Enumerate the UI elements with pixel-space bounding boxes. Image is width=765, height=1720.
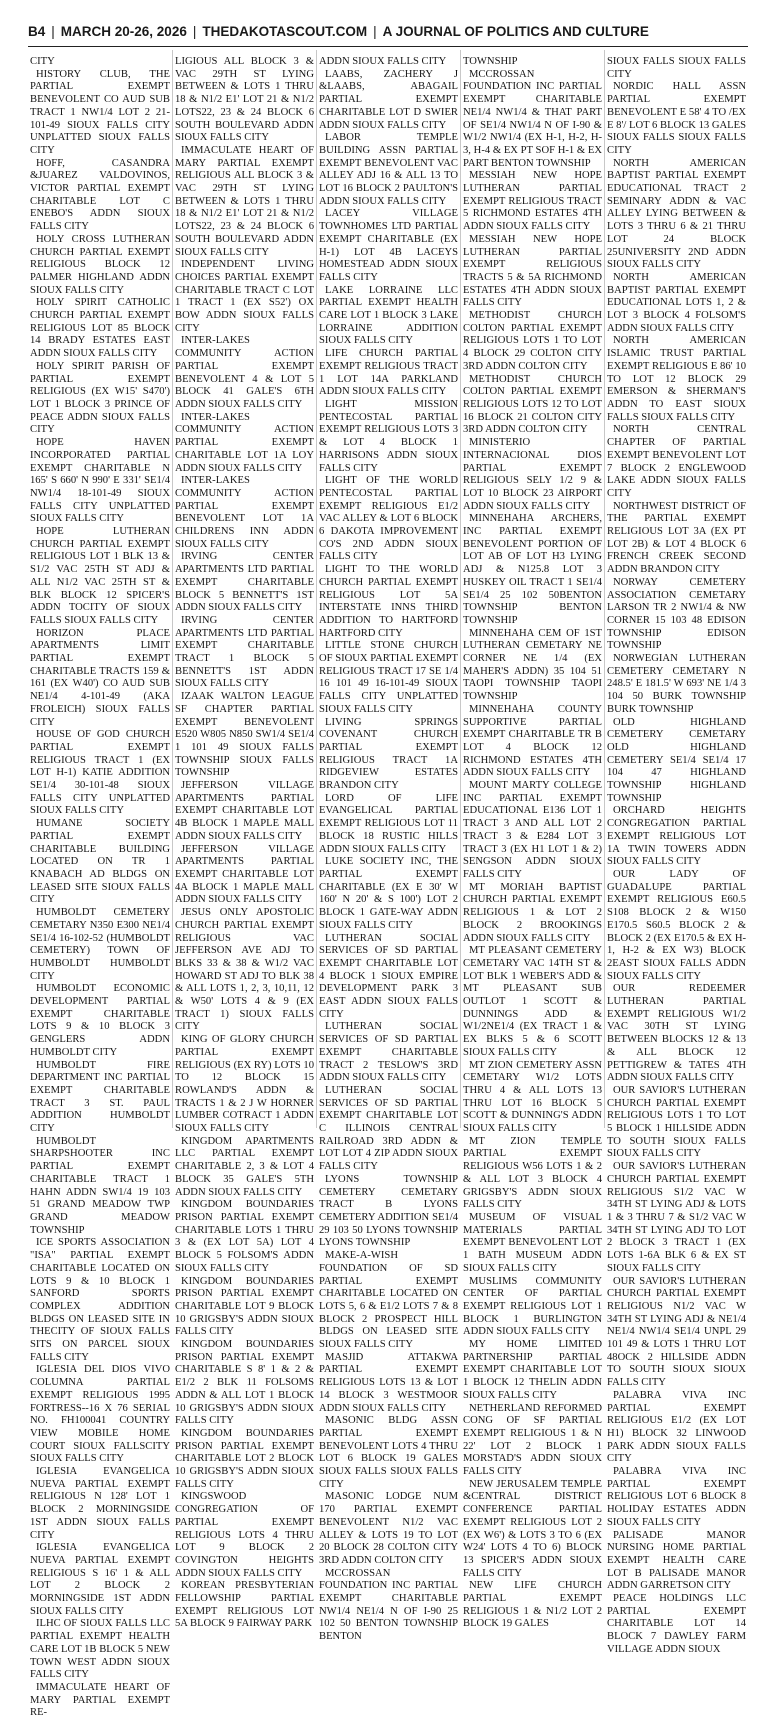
listing-entry: NORTH AMERICAN BAPTIST PARTIAL EXEMPT EDUCATIONAL TRACT 2 SEMINARY ADDN & VAC ALLEY LYING BETWEEN & LOTS 3 THRU 6 & 21 THRU LOT 24 BLOCK 25UNIVERSITY 2ND ADDN SIOUX FALLS CITY (607, 157, 746, 271)
listing-entry: MINISTERIO INTERNACIONAL DIOS PARTIAL EXEMPT RELIGIOUS SELY 1/2 9 & LOT 10 BLOCK 23 AIRPORT ADDN SIOUX FALLS CITY (463, 437, 602, 512)
column-2 (172, 50, 316, 1630)
listing-entry: HOLY SPIRIT CATHOLIC CHURCH PARTIAL EXEMPT RELIGIOUS LOT 85 BLOCK 14 BRADY ESTATES EAST ADDN SIOUX FALLS CITY (30, 297, 170, 360)
listing-entry: MT MORIAH BAPTIST CHURCH PARTIAL EXEMPT RELIGIOUS 1 & LOT 2 BLOCK 2 BROOKINGS ADDN SIOUX FALLS CITY (463, 881, 602, 944)
page-header (28, 24, 748, 42)
listing-entry: NEW LIFE CHURCH PARTIAL EXEMPT RELIGIOUS 1 & N1/2 LOT 2 BLOCK 19 GALES (463, 1580, 602, 1630)
listing-entry: MT PLEASANT CEMETERY CEMETARY VAC 14TH ST & LOT BLK 1 WEBER'S ADD & MT PLEASANT SUB OUTLOT 1 SCOTT & DUNNINGS ADD & W1/2NE1/4 (EX TRACT 1 & EX BLKS 5 & 6 SCOTT SIOUX FALLS CITY (463, 945, 602, 1058)
listing-entry: HOPE HAVEN INCORPORATED PARTIAL EXEMPT CHARITABLE N 165' S 660' N 990' E 331' SE1/4 NW1/4 18-101-49 SIOUX FALLS CITY UNPLATTED SIOUX FALLS CITY (30, 437, 170, 525)
listing-entry: NORWEGIAN LUTHERAN CEMETERY CEMETARY N 248.5' E 181.5' W 693' NE 1/4 3 104 50 BURK TOWNSHIP BURK TOWNSHIP (607, 653, 746, 715)
listing-entry: INTER-LAKES COMMUNITY ACTION PARTIAL EXEMPT BENEVOLENT LOT 1A CHILDRENS INN ADDN SIOUX FALLS CITY (175, 475, 314, 550)
listing-entry: HOFF, CASANDRA &JUAREZ VALDOVINOS, VICTOR PARTIAL EXEMPT CHARITABLE LOT C ENEBO'S ADDN SIOUX FALLS CITY (30, 157, 170, 233)
listing-entry: LUTHERAN SOCIAL SERVICES OF SD PARTIAL EXEMPT CHARITABLE LOT C ILLINOIS CENTRAL RAILROAD 3RD ADDN & LOT LOT 4 ZIP ADDN SIOUX FALLS CITY (319, 1084, 458, 1173)
header-separator: | (51, 24, 55, 39)
page-number: B4 (28, 24, 46, 39)
listing-entry: OUR SAVIOR'S LUTHERAN CHURCH PARTIAL EXEMPT RELIGIOUS S1/2 VAC W 34TH ST LYING ADJ & LOTS 1 & 3 THRU 7 & S1/2 VAC W 34TH ST LYING ADJ TO LOT 2 BLOCK 3 TRACT 1 (EX LOTS 1-6A BLK 6 & EX ST SIOUX FALLS CITY (607, 1161, 746, 1274)
listing-entry: NORWAY CEMETERY ASSOCIATION CEMETARY LARSON TR 2 NW1/4 & NW CORNER 15 103 48 EDISON TOWNSHIP EDISON TOWNSHIP (607, 576, 746, 652)
listing-entry: LORD OF LIFE EVANGELICAL PARTIAL EXEMPT RELIGIOUS LOT 11 BLOCK 18 RUSTIC HILLS ADDN SIOUX FALLS CITY (319, 792, 458, 855)
listing-entry: LIVING SPRINGS COVENANT CHURCH PARTIAL EXEMPT RELIGIOUS TRACT 1A RIDGEVIEW ESTATES BRANDON CITY (319, 716, 458, 792)
listing-entry: LAABS, ZACHERY J &LAABS, ABAGAIL PARTIAL EXEMPT CHARITABLE LOT D SWIER ADDN SIOUX FALLS CITY (319, 68, 458, 131)
site-name: THEDAKOTASCOUT.COM (202, 24, 368, 39)
listing-entry: HORIZON PLACE APARTMENTS LIMIT PARTIAL EXEMPT CHARITABLE TRACTS 159 & 161 (EX W40') CO AUD SUB NE1/4 4-101-49 (AKA FROLEICH) SIOUX FALLS CITY (30, 627, 170, 728)
listing-entry: OUR SAVIOR'S LUTHERAN CHURCH PARTIAL EXEMPT RELIGIOUS N1/2 VAC W 34TH ST LYING ADJ & NE1/4 NE1/4 NW1/4 SE1/4 UNPL 29 101 49 & LOTS 1 THRU LOT 48OCK 2 HILLSIDE ADDN TO SOUTH SIOUX SIOUX FALLS CITY (607, 1275, 746, 1389)
listing-entry: LACEY VILLAGE TOWNHOMES LTD PARTIAL EXEMPT CHARITABLE (EX H-1) LOT 4B LACEYS HOMESTEAD ADDN SIOUX FALLS CITY (319, 208, 458, 283)
listing-entry: ORCHARD HEIGHTS CONGREGATION PARTIAL EXEMPT RELIGIOUS LOT 1A TWIN TOWERS ADDN SIOUX FALLS CITY (607, 805, 746, 868)
header-separator: | (192, 24, 197, 39)
listing-entry: HUMANE SOCIETY PARTIAL EXEMPT CHARITABLE BUILDING LOCATED ON TR 1 KNABACH AD BLDGS ON LEASED SITE SIOUX FALLS CITY (30, 818, 170, 906)
listing-entry: KING OF GLORY CHURCH PARTIAL EXEMPT RELIGIOUS (EX RY) LOTS 10 TO 12 BLOCK 15 ROWLAND'S ADDN & TRACTS 1 & 2 J W HORNER LUMBER COTRACT 1 ADDN SIOUX FALLS CITY (175, 1034, 314, 1135)
listing-entry: IGLESIA EVANGELICA NUEVA PARTIAL EXEMPT RELIGIOUS N 128' LOT 1 BLOCK 2 MORNINGSIDE 1ST ADDN SIOUX FALLS CITY (30, 1466, 170, 1541)
listing-entry: KINGDOM APARTMENTS LLC PARTIAL EXEMPT CHARITABLE 2, 3 & LOT 4 BLOCK 35 GALE'S 5TH ADDN SIOUX FALLS CITY (175, 1135, 314, 1198)
text-columns (28, 50, 749, 1719)
listing-entry: HUMBOLDT ECONOMIC DEVELOPMENT PARTIAL EXEMPT CHARITABLE LOTS 9 & 10 BLOCK 3 GENGLERS ADDN HUMBOLDT CITY (30, 983, 170, 1058)
listing-entry: IGLESIA EVANGELICA NUEVA PARTIAL EXEMPT RELIGIOUS S 16' 1 & ALL LOT 2 BLOCK 2 MORNINGSIDE 1ST ADDN SIOUX FALLS CITY (30, 1542, 170, 1617)
listing-entry: HUMBOLDT SHARPSHOOTER INC PARTIAL EXEMPT CHARITABLE TRACT 1 HAHN ADDN SW1/4 19 103 51 GRAND MEADOW TWP GRAND MEADOW TOWNSHIP (30, 1135, 170, 1236)
listing-entry: LIGHT MISSION PENTECOSTAL PARTIAL EXEMPT RELIGIOUS LOTS 3 & LOT 4 BLOCK 1 HARRISONS ADDN SIOUX FALLS CITY (319, 398, 458, 474)
listing-entry: METHODIST CHURCH COLTON PARTIAL EXEMPT RELIGIOUS LOTS 1 TO LOT 4 BLOCK 29 COLTON CITY 3RD ADDN COLTON CITY (463, 310, 602, 372)
listing-entry: SIOUX FALLS SIOUX FALLS CITY (607, 56, 746, 80)
listing-entry: IZAAK WALTON LEAGUE SF CHAPTER PARTIAL EXEMPT BENEVOLENT E520 W805 N850 SW1/4 SE1/4 1 101 49 SIOUX FALLS TOWNSHIP SIOUX FALLS TOWNSHIP (175, 691, 314, 779)
listing-entry: IRVING CENTER APARTMENTS LTD PARTIAL EXEMPT CHARITABLE TRACT 1 BLOCK 5 BENNETT'S 1ST ADDN SIOUX FALLS CITY (175, 614, 314, 690)
listing-entry: LYONS TOWNSHIP CEMETERY CEMETARY TRACT B LYONS CEMETERY ADDITION SE1/4 29 103 50 LYONS TOWNSHIP LYONS TOWNSHIP (319, 1173, 458, 1249)
listing-entry: PALABRA VIVA INC PARTIAL EXEMPT RELIGIOUS E1/2 (EX LOT H1) BLOCK 32 LINWOOD PARK ADDN SIOUX FALLS CITY (607, 1389, 746, 1465)
listing-entry: LIGHT OF THE WORLD PENTECOSTAL PARTIAL EXEMPT RELIGIOUS E1/2 VAC ALLEY & LOT 6 BLOCK 6 DAKOTA IMPROVEMENT CO'S 2ND ADDN SIOUX FALLS CITY (319, 475, 458, 563)
listing-entry: MASONIC LODGE NUM 170 PARTIAL EXEMPT BENEVOLENT N1/2 VAC ALLEY & LOTS 19 TO LOT 20 BLOCK 28 COLTON CITY 3RD ADDN COLTON CITY (319, 1491, 458, 1566)
listing-entry: MUSEUM OF VISUAL MATERIALS PARTIAL EXEMPT BENEVOLENT LOT 1 BATH MUSEUM ADDN SIOUX FALLS CITY (463, 1211, 602, 1274)
listing-entry: MASONIC BLDG ASSN PARTIAL EXEMPT BENEVOLENT LOTS 4 THRU LOT 6 BLOCK 19 GALES SIOUX FALLS SIOUX FALLS CITY (319, 1415, 458, 1490)
listing-entry: PEACE HOLDINGS LLC PARTIAL EXEMPT CHARITABLE LOT 14 BLOCK 7 DAWLEY FARM VILLAGE ADDN SIOUX (607, 1593, 746, 1655)
listing-entry: NORTH AMERICAN ISLAMIC TRUST PARTIAL EXEMPT RELIGIOUS E 86' 10 TO LOT 12 BLOCK 29 EMERSON & SHERMAN'S ADDN TO EAST SIOUX FALLS SIOUX FALLS CITY (607, 335, 746, 423)
listing-entry: KINGDOM BOUNDARIES PRISON PARTIAL EXEMPT CHARITABLE S 8' 1 & 2 & E1/2 2 BLK 11 FOLSOMS ADDN & ALL LOT 1 BLOCK 10 GRIGSBY'S ADDN SIOUX FALLS CITY (175, 1339, 314, 1427)
listing-entry: HOLY SPIRIT PARISH OF PARTIAL EXEMPT RELIGIOUS (EX W15' S470') LOT 1 BLOCK 3 PRINCE OF PEACE ADDN SIOUX FALLS CITY (30, 360, 170, 436)
listing-entry: LABOR TEMPLE BUILDING ASSN PARTIAL EXEMPT BENEVOLENT VAC ALLEY ADJ 16 & ALL 13 TO LOT 16 BLOCK 2 PAULTON'S ADDN SIOUX FALLS CITY (319, 132, 458, 207)
listing-entry: OUR SAVIOR'S LUTHERAN CHURCH PARTIAL EXEMPT RELIGIOUS LOTS 1 TO LOT 5 BLOCK 1 HILLSIDE ADDN TO SOUTH SIOUX FALLS SIOUX FALLS CITY (607, 1084, 746, 1160)
listing-entry: NORDIC HALL ASSN PARTIAL EXEMPT BENEVOLENT E 58' 4 TO /EX E 8'/ LOT 6 BLOCK 13 GALES SIOUX FALLS SIOUX FALLS CITY (607, 81, 746, 156)
listing-entry: IMMACULATE HEART OF MARY PARTIAL EXEMPT RELIGIOUS ALL BLOCK 3 & VAC 29TH ST LYING BETWEEN & LOTS 1 THRU 18 & N1/2 E1' LOT 21 & N1/2 LOTS22, 23 & 24 BLOCK 6 SOUTH BOULEVARD ADDN SIOUX FALLS CITY (175, 144, 314, 258)
listing-entry: NEW JERUSALEM TEMPLE &CENTRAL DISTRICT CONFERENCE PARTIAL EXEMPT RELIGIOUS LOT 2 (EX W6') & LOTS 3 TO 6 (EX W24' LOTS 4 TO 6) BLOCK 13 SPICER'S ADDN SIOUX FALLS CITY (463, 1478, 602, 1579)
listing-entry: JEFFERSON VILLAGE APARTMENTS PARTIAL EXEMPT CHARITABLE LOT 4A BLOCK 1 MAPLE MALL ADDN SIOUX FALLS CITY (175, 843, 314, 906)
listing-entry: MT ZION TEMPLE PARTIAL EXEMPT RELIGIOUS W56 LOTS 1 & 2 & ALL LOT 3 BLOCK 4 GRIGSBY'S ADDN SIOUX FALLS CITY (463, 1135, 602, 1211)
listing-entry: MCCROSSAN FOUNDATION INC PARTIAL EXEMPT CHARITABLE NW1/4 NE1/4 N OF I-90 25 102 50 BENTON TOWNSHIP BENTON (319, 1567, 458, 1643)
listing-entry: NORTH CENTRAL CHAPTER OF PARTIAL EXEMPT BENEVOLENT LOT 7 BLOCK 2 ENGLEWOOD LAKE ADDN SIOUX FALLS CITY (607, 424, 746, 499)
column-5 (604, 50, 748, 1655)
listing-entry: IRVING CENTER APARTMENTS LTD PARTIAL EXEMPT CHARITABLE BLOCK 5 BENNETT'S 1ST ADDN SIOUX FALLS CITY (175, 551, 314, 614)
header-separator: | (373, 24, 377, 39)
listing-entry: NORTHWEST DISTRICT OF THE PARTIAL EXEMPT RELIGIOUS LOT 3A (EX PT LOT 2B) & LOT 4 BLOCK 6 FRENCH CREEK SECOND ADDN BRANDON CITY (607, 500, 746, 576)
listing-entry: LAKE LORRAINE LLC PARTIAL EXEMPT HEALTH CARE LOT 1 BLOCK 3 LAKE LORRAINE ADDITION SIOUX FALLS CITY (319, 284, 458, 347)
listing-entry: LUTHERAN SOCIAL SERVICES OF SD PARTIAL EXEMPT CHARITABLE TRACT 2 TESLOW'S 3RD ADDN SIOUX FALLS CITY (319, 1021, 458, 1084)
listing-entry: KINGSWOOD CONGREGATION OF PARTIAL EXEMPT RELIGIOUS LOTS 4 THRU LOT 9 BLOCK 2 COVINGTON HEIGHTS ADDN SIOUX FALLS CITY (175, 1491, 314, 1579)
listing-entry: INTER-LAKES COMMUNITY ACTION PARTIAL EXEMPT BENEVOLENT 4 & LOT 5 BLOCK 41 GALE'S 6TH ADDN SIOUX FALLS CITY (175, 335, 314, 410)
listing-entry: OUR LADY OF GUADALUPE PARTIAL EXEMPT RELIGIOUS E60.5 S108 BLOCK 2 & W150 E170.5 S60.5 BLOCK 2 & BLOCK 2 (EX E170.5 & EX H-1, H-2 & EX W3) BLOCK 2EAST SIOUX FALLS ADDN SIOUX FALLS CITY (607, 869, 746, 982)
listing-entry: IGLESIA DEL DIOS VIVO COLUMNA PARTIAL EXEMPT RELIGIOUS 1995 FORTRESS--16 X 76 SERIAL NO. FH100041 COUNTRY VIEW MOBILE HOME COURT SIOUX FALLSCITY SIOUX FALLS CITY (30, 1364, 170, 1465)
listing-entry: INDEPENDENT LIVING CHOICES PARTIAL EXEMPT CHARITABLE TRACT C LOT 1 TRACT 1 (EX S52') OX BOW ADDN SIOUX FALLS CITY (175, 259, 314, 334)
listing-entry: HISTORY CLUB, THE PARTIAL EXEMPT BENEVOLENT CO AUD SUB TRACT 1 NW1/4 LOT 2 21-101-49 SIOUX FALLS CITY UNPLATTED SIOUX FALLS CITY (30, 68, 170, 156)
header-rule (28, 46, 748, 47)
listing-entry: KOREAN PRESBYTERIAN FELLOWSHIP PARTIAL EXEMPT RELIGIOUS LOT 5A BLOCK 9 FAIRWAY PARK (175, 1580, 314, 1630)
listing-entry: KINGDOM BOUNDARIES PRISON PARTIAL EXEMPT CHARITABLE LOTS 1 THRU 3 & (EX LOT 5A) LOT 4 BLOCK 5 FOLSOM'S ADDN SIOUX FALLS CITY (175, 1199, 314, 1274)
column-3 (316, 50, 460, 1643)
column-4 (460, 50, 604, 1630)
listing-entry: MESSIAH NEW HOPE LUTHERAN PARTIAL EXEMPT RELIGIOUS TRACTS 5 & 5A RICHMOND ESTATES 4TH ADDN SIOUX FALLS CITY (463, 233, 602, 309)
listing-entry: CITY (30, 56, 55, 67)
listing-entry: LIGIOUS ALL BLOCK 3 & VAC 29TH ST LYING BETWEEN & LOTS 1 THRU 18 & N1/2 E1' LOT 21 & N1/2 LOTS22, 23 & 24 BLOCK 6 SOUTH BOULEVARD ADDN SIOUX FALLS CITY (175, 56, 314, 144)
listing-entry: ICE SPORTS ASSOCIATION "ISA" PARTIAL EXEMPT CHARITABLE LOCATED ON LOTS 9 & 10 BLOCK 1 SANFORD SPORTS COMPLEX ADDITION BLDGS ON LEASED SITE IN THECITY OF SIOUX FALLS SITS ON PARCEL SIOUX FALLS CITY (30, 1237, 170, 1363)
listing-entry: MASJID ATTAKWA PARTIAL EXEMPT RELIGIOUS LOTS 13 & LOT 14 BLOCK 3 WESTMOOR ADDN SIOUX FALLS CITY (319, 1351, 458, 1414)
listing-entry: LUKE SOCIETY INC, THE PARTIAL EXEMPT CHARITABLE (EX E 30' W 160' N 20' & S 100') LOT 2 BLOCK 1 GATE-WAY ADDN SIOUX FALLS CITY (319, 856, 458, 931)
listing-entry: HUMBOLDT FIRE DEPARTMENT INC PARTIAL EXEMPT CHARITABLE TRACT 3 ST. PAUL ADDITION HUMBOLDT CITY (30, 1059, 170, 1135)
listing-entry: MINNEHAHA COUNTY SUPPORTIVE PARTIAL EXEMPT CHARITABLE TR B LOT 4 BLOCK 12 RICHMOND ESTATES 4TH ADDN SIOUX FALLS CITY (463, 703, 602, 779)
listing-entry: HUMBOLDT CEMETERY CEMETARY N350 E300 NE1/4 SE1/4 16-102-52 (HUMBOLDT CEMETERY) TOWN OF HUMBOLDT HUMBOLDT CITY (30, 907, 170, 982)
listing-entry: MESSIAH NEW HOPE LUTHERAN PARTIAL EXEMPT RELIGIOUS TRACT 5 RICHMOND ESTATES 4TH ADDN SIOUX FALLS CITY (463, 170, 602, 233)
listing-entry: IMMACULATE HEART OF MARY PARTIAL EXEMPT RE- (30, 1682, 170, 1719)
listing-entry: KINGDOM BOUNDARIES PRISON PARTIAL EXEMPT CHARITABLE LOT 2 BLOCK 10 GRIGSBY'S ADDN SIOUX FALLS CITY (175, 1427, 314, 1490)
listing-entry: JESUS ONLY APOSTOLIC CHURCH PARTIAL EXEMPT RELIGIOUS VAC JEFFERSON AVE ADJ TO BLKS 33 & 38 & W1/2 VAC HOWARD ST ADJ TO BLK 38 & ALL LOTS 1, 2, 3, 10,11, 12 & W50' LOTS 4 & 9 (EX TRACT 1) SIOUX FALLS CITY (175, 907, 314, 1033)
listing-entry: NETHERLAND REFORMED CONG OF SF PARTIAL EXEMPT RELIGIOUS 1 & N 22' LOT 2 BLOCK 1 MORSTAD'S ADDN SIOUX FALLS CITY (463, 1402, 602, 1478)
listing-entry: MINNEHAHA ARCHERS, INC PARTIAL EXEMPT BENEVOLENT PORTION OF LOT AB OF LOT H3 LYING ADJ & N125.8 LOT 3 HUSKEY OIL TRACT 1 SE1/4 SE1/4 25 102 50BENTON TOWNSHIP BENTON TOWNSHIP (463, 513, 602, 626)
listing-entry: JEFFERSON VILLAGE APARTMENTS PARTIAL EXEMPT CHARITABLE LOT 4B BLOCK 1 MAPLE MALL ADDN SIOUX FALLS CITY (175, 780, 314, 842)
listing-entry: MY HOME LIMITED PARTNERSHIP PARTIAL EXEMPT CHARITABLE LOT 1 BLOCK 12 THELIN ADDN SIOUX FALLS CITY (463, 1339, 602, 1401)
listing-entry: LUTHERAN SOCIAL SERVICES OF SD PARTIAL EXEMPT CHARITABLE LOT 4 BLOCK 1 SIOUX EMPIRE DEVELOPMENT PARK 3 EAST ADDN SIOUX FALLS CITY (319, 932, 458, 1020)
listing-entry: KINGDOM BOUNDARIES PRISON PARTIAL EXEMPT CHARITABLE LOT 9 BLOCK 10 GRIGSBY'S ADDN SIOUX FALLS CITY (175, 1275, 314, 1338)
listing-entry: LIGHT TO THE WORLD CHURCH PARTIAL EXEMPT RELIGIOUS LOT 5A INTERSTATE INNS THIRD ADDITION TO HARTFORD HARTFORD CITY (319, 564, 458, 639)
listing-entry: HOLY CROSS LUTHERAN CHURCH PARTIAL EXEMPT RELIGIOUS BLOCK 12 PALMER HIGHLAND ADDN SIOUX FALLS CITY (30, 233, 170, 296)
listing-entry: HOUSE OF GOD CHURCH PARTIAL EXEMPT RELIGIOUS TRACT 1 (EX LOT H-1) KATIE ADDITION SE1/4 30-101-48 SIOUX FALLS CITY UNPLATTED SIOUX FALLS CITY (30, 729, 170, 817)
listing-entry: TOWNSHIP (463, 56, 518, 67)
listing-entry: HOPE LUTHERAN CHURCH PARTIAL EXEMPT RELIGIOUS LOT 1 BLK 13 & S1/2 VAC 25TH ST ADJ & ALL N1/2 VAC 25TH ST & BLK BLOCK 12 SPICER'S ADDN TOCITY OF SIOUX FALLS SIOUX FALLS CITY (30, 526, 170, 626)
listing-entry: MUSLIMS COMMUNITY CENTER OF PARTIAL EXEMPT RELIGIOUS LOT 1 BLOCK 1 BURLINGTON ADDN SIOUX FALLS CITY (463, 1275, 602, 1338)
listing-entry: MCCROSSAN FOUNDATION INC PARTIAL EXEMPT CHARITABLE NE1/4 NW1/4 & THAT PART OF SE1/4 NW1/4 N OF I-90 & W1/2 NW1/4 (EX H-1, H-2, H-3, H-4 & EX PT SOF H-1 & EX PART BENTON TOWNSHIP (463, 68, 602, 169)
listing-entry: METHODIST CHURCH COLTON PARTIAL EXEMPT RELIGIOUS LOTS 12 TO LOT 16 BLOCK 21 COLTON CITY 3RD ADDN COLTON CITY (463, 373, 602, 436)
listing-entry: MAKE-A-WISH FOUNDATION OF SD PARTIAL EXEMPT CHARITABLE LOCATED ON LOTS 5, 6 & E1/2 LOTS 7 & 8 BLOCK 2 PROSPECT HILL BLDGS ON LEASED SITE SIOUX FALLS CITY (319, 1250, 458, 1351)
listing-entry: LIFE CHURCH PARTIAL EXEMPT RELIGIOUS TRACT 1 LOT 14A PARKLAND ADDN SIOUX FALLS CITY (319, 348, 458, 398)
listing-entry: NORTH AMERICAN BAPTIST PARTIAL EXEMPT EDUCATIONAL LOTS 1, 2 & LOT 3 BLOCK 4 FOLSOM'S ADDN SIOUX FALLS CITY (607, 271, 746, 334)
listing-entry: OLD HIGHLAND CEMETERY CEMETARY OLD HIGHLAND CEMETERY SE1/4 SE1/4 17 104 47 HIGHLAND TOWNSHIP HIGHLAND TOWNSHIP (607, 716, 746, 804)
listing-entry: ILHC OF SIOUX FALLS LLC PARTIAL EXEMPT HEALTH CARE LOT 1B BLOCK 5 NEW TOWN WEST ADDN SIOUX FALLS CITY (30, 1618, 170, 1681)
listing-entry: MT ZION CEMETERY ASSN CEMETARY W1/2 LOTS THRU 4 & ALL LOTS 13 THRU LOT 16 BLOCK 5 SCOTT & DUNNING'S ADDN SIOUX FALLS CITY (463, 1059, 602, 1135)
listing-entry: ADDN SIOUX FALLS CITY (319, 56, 447, 67)
listing-entry: PALISADE MANOR NURSING HOME PARTIAL EXEMPT HEALTH CARE LOT B PALISADE MANOR ADDN GARRETSON CITY (607, 1529, 746, 1592)
tagline: A JOURNAL OF POLITICS AND CULTURE (382, 24, 649, 39)
listing-entry: LITTLE STONE CHURCH OF SIOUX PARTIAL EXEMPT RELIGIOUS TRACT 17 SE 1/4 16 101 49 16-101-49 SIOUX FALLS CITY UNPLATTED SIOUX FALLS CITY (319, 640, 458, 715)
listing-entry: MOUNT MARTY COLLEGE INC PARTIAL EXEMPT EDUCATIONAL E136 LOT 1 TRACT 3 AND ALL LOT 2 TRACT 3 & E284 LOT 3 TRACT 3 (EX H1 LOT 1 & 2) SENGSON ADDN SIOUX FALLS CITY (463, 780, 602, 880)
listing-entry: MINNEHAHA CEM OF 1ST LUTHERAN CEMETARY NE CORNER NE 1/4 (EX MAHER'S ADDN) 35 104 51 TAOPI TOWNSHIP TAOPI TOWNSHIP (463, 627, 602, 703)
listing-entry: INTER-LAKES COMMUNITY ACTION PARTIAL EXEMPT CHARITABLE LOT 1A LOY ADDN SIOUX FALLS CITY (175, 411, 314, 474)
listing-entry: PALABRA VIVA INC PARTIAL EXEMPT RELIGIOUS LOT 6 BLOCK 8 HOLIDAY ESTATES ADDN SIOUX FALLS CITY (607, 1466, 746, 1528)
listing-entry: OUR REDEEMER LUTHERAN PARTIAL EXEMPT RELIGIOUS W1/2 VAC 30TH ST LYING BETWEEN BLOCKS 12 & 13 & ALL BLOCK 12 PETTIGREW & TATES 4TH ADDN SIOUX FALLS CITY (607, 983, 746, 1084)
issue-date: MARCH 20-26, 2026 (60, 24, 187, 39)
column-1 (28, 50, 172, 1719)
